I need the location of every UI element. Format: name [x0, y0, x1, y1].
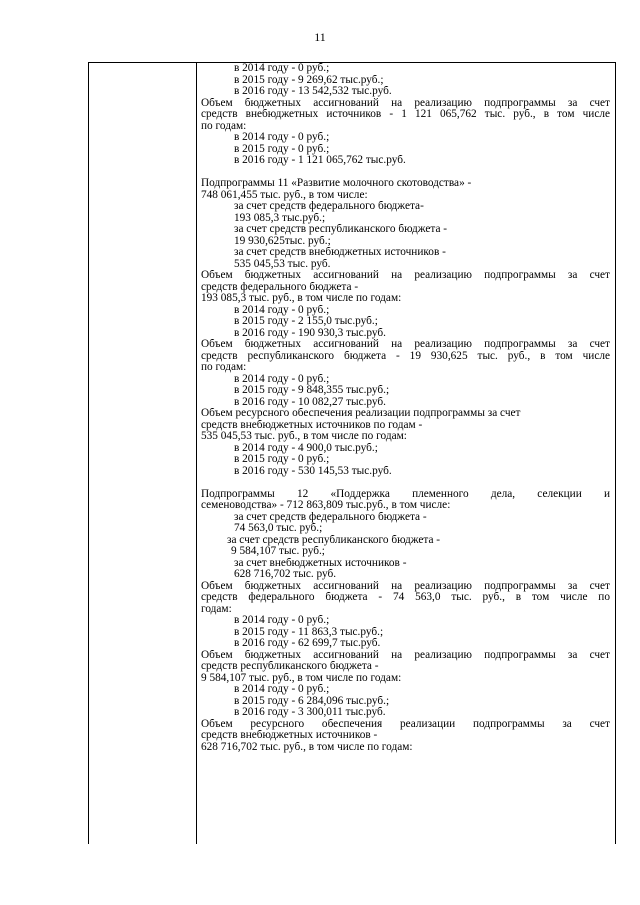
text-line: в 2014 году - 0 руб.;	[234, 304, 330, 316]
text-line: в 2016 году - 190 930,3 тыс.руб.	[234, 327, 387, 339]
text-line: Объем бюджетных ассигнований на реализацию подпрограммы за счет	[201, 580, 610, 592]
text-line: за счет внебюджетных источников -	[234, 557, 407, 569]
text-line: в 2015 году - 11 863,3 тыс.руб.;	[234, 626, 384, 638]
text-line: по годам:	[201, 362, 247, 373]
text-line: в 2016 году - 62 699,7 тыс.руб.	[234, 638, 381, 649]
text-line: за счет средств республиканского бюджета -	[227, 534, 441, 546]
text-line: средств внебюджетных источников -	[201, 730, 378, 741]
text-line: Объем бюджетных ассигнований на реализацию подпрограммы за счет	[201, 339, 610, 350]
text-line: 193 085,3 тыс.руб.;	[234, 212, 326, 224]
text-line: в 2015 году - 9 848,355 тыс.руб.;	[234, 385, 390, 396]
text-line: Объем бюджетных ассигнований на реализацию подпрограммы за счет	[201, 97, 610, 109]
text-line: в 2014 году - 0 руб.;	[234, 684, 330, 695]
text-line: за счет средств федерального бюджета-	[234, 201, 424, 212]
text-line: по годам:	[201, 120, 247, 132]
text-line: 19 930,625тыс. руб.;	[234, 235, 331, 247]
text-line: 748 061,455 тыс. руб., в том числе:	[201, 189, 368, 201]
text-line: Подпрограммы 12 «Поддержка племенного дела, селекции и	[201, 488, 610, 500]
document-table	[88, 62, 616, 844]
text-line: в 2014 году - 0 руб.;	[234, 132, 330, 143]
text-line: семеноводства» - 712 863,809 тыс.руб., в том числе:	[201, 500, 451, 511]
blank-line	[201, 167, 610, 179]
text-line: Подпрограммы 11 «Развитие молочного скотоводства» -	[201, 178, 472, 189]
text-line: средств внебюджетных источников по годам -	[201, 419, 423, 431]
text-line: средств внебюджетных источников - 1 121 065,762 тыс. руб., в том числе	[201, 109, 610, 120]
text-line: в 2016 году - 1 121 065,762 тыс.руб.	[234, 155, 406, 166]
table-right-column	[197, 63, 616, 844]
text-line: в 2015 году - 0 руб.;	[234, 143, 330, 155]
text-line: Объем бюджетных ассигнований на реализацию подпрограммы за счет	[201, 649, 610, 661]
text-line: средств федерального бюджета - 74 563,0 тыс. руб., в том числе по	[201, 592, 610, 603]
text-line: в 2016 году - 3 300,011 тыс.руб.	[234, 707, 386, 718]
text-line: средств республиканского бюджета -	[201, 661, 379, 672]
text-line: 9 584,107 тыс. руб., в том числе по годам:	[201, 672, 402, 684]
text-line: за счет средств внебюджетных источников -	[234, 247, 446, 258]
text-line: 535 045,53 тыс. руб., в том числе по годам:	[201, 431, 407, 442]
text-line: 535 045,53 тыс. руб.	[234, 258, 331, 270]
text-line: Объем ресурсного обеспечения реализации подпрограммы за счет	[201, 408, 521, 419]
text-line: 193 085,3 тыс. руб., в том числе по годам:	[201, 293, 402, 304]
text-line: 74 563,0 тыс. руб.;	[234, 523, 323, 534]
text-line: Объем ресурсного обеспечения реализации подпрограммы за счет	[201, 718, 610, 730]
text-line: в 2014 году - 0 руб.;	[234, 63, 330, 74]
text-line: в 2014 году - 0 руб.;	[234, 373, 330, 385]
blank-line	[201, 477, 610, 489]
text-line: годам:	[201, 603, 232, 615]
text-line: Объем бюджетных ассигнований на реализацию подпрограммы за счет	[201, 270, 610, 281]
text-line: в 2014 году - 4 900,0 тыс.руб.;	[234, 442, 378, 454]
text-line: в 2016 году - 13 542,532 тыс.руб.	[234, 86, 392, 97]
text-line: 9 584,107 тыс. руб.;	[231, 546, 325, 557]
text-line: в 2016 году - 10 082,27 тыс.руб.	[234, 396, 387, 408]
text-line: в 2015 году - 0 руб.;	[234, 454, 330, 465]
table-left-column	[89, 63, 197, 844]
text-line: средств республиканского бюджета - 19 930,625 тыс. руб., в том числе	[201, 350, 610, 362]
text-line: в 2014 году - 0 руб.;	[234, 615, 330, 626]
text-line: средств федерального бюджета -	[201, 281, 359, 293]
text-line: в 2015 году - 6 284,096 тыс.руб.;	[234, 695, 390, 707]
text-line: за счет средств федерального бюджета -	[234, 511, 427, 523]
text-line: 628 716,702 тыс. руб., в том числе по годам:	[201, 741, 413, 753]
text-line: за счет средств республиканского бюджета -	[234, 224, 448, 235]
text-line: в 2015 году - 9 269,62 тыс.руб.;	[234, 74, 384, 86]
text-line: в 2015 году - 2 155,0 тыс.руб.;	[234, 316, 378, 327]
text-line: в 2016 году - 530 145,53 тыс.руб.	[234, 465, 392, 477]
text-line: 628 716,702 тыс. руб.	[234, 569, 337, 580]
page-number: 11	[314, 30, 326, 44]
